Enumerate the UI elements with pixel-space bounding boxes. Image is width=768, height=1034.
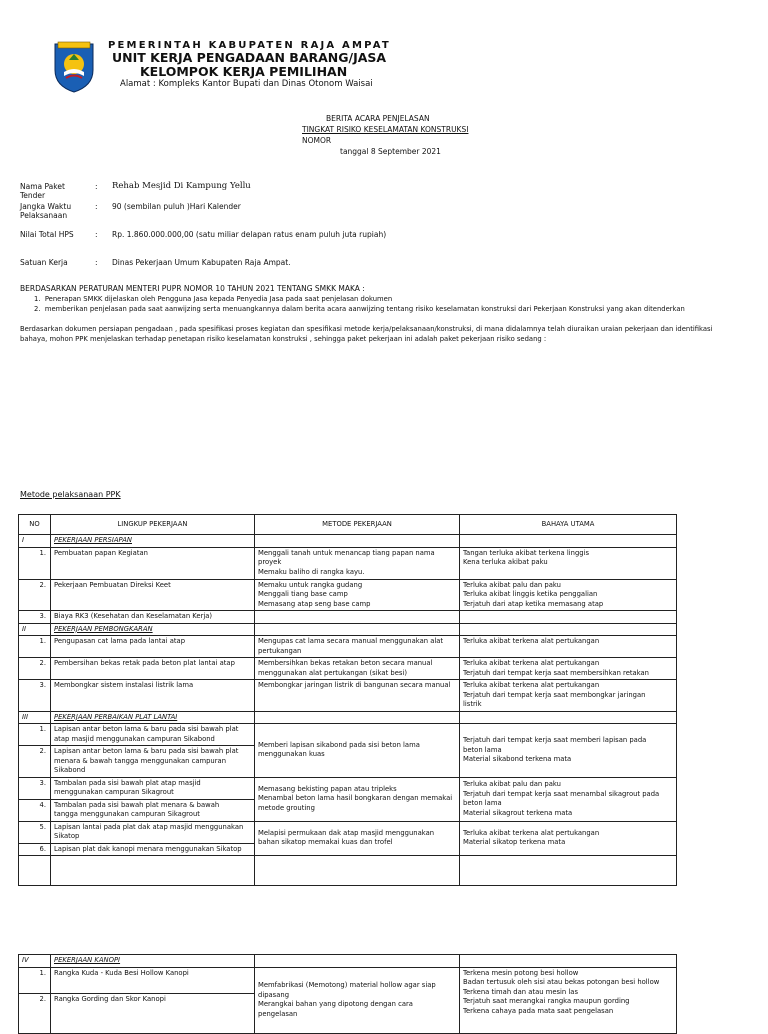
row-method: Menggali tanah untuk menancap tiang papan nama proyek Memaku baliho di rangka kayu. (255, 547, 460, 579)
section-row (19, 711, 677, 724)
row-scope: Lapisan antar beton lama & baru pada sisi bawah plat menara & bawah tangga menggunakan campuran Sikabond (51, 746, 255, 778)
section-number: II (19, 623, 51, 636)
row-method: Mengupas cat lama secara manual menggunakan alat pertukangan (255, 636, 460, 658)
row-hazard: Terluka akibat palu dan paku Terjatuh dari tempat kerja saat menambal sikagrout pada beton lama Material sikagrout terkena mata (460, 777, 677, 821)
row-number: 1. (19, 547, 51, 579)
table-row (19, 680, 677, 712)
section-row (19, 623, 677, 636)
row-scope: Biaya RK3 (Kesehatan dan Keselamatan Kerja) (51, 611, 255, 624)
hps-label: Nilai Total HPS (20, 230, 74, 239)
col-header-hazard: BAHAYA UTAMA (460, 515, 677, 535)
row-hazard: Tangan terluka akibat terkena linggis Kena terluka akibat paku (460, 547, 677, 579)
colon: : (95, 258, 98, 267)
table-row (19, 611, 677, 624)
row-hazard: Terluka akibat terkena alat pertukangan (460, 636, 677, 658)
row-scope: Lapisan antar beton lama & baru pada sisi bawah plat atap masjid menggunakan campuran Sikabond (51, 724, 255, 746)
row-scope: Membongkar sistem instalasi listrik lama (51, 680, 255, 712)
row-hazard: Terluka akibat terkena alat pertukangan Terjatuh dari tempat kerja saat membongkar jaringan listrik (460, 680, 677, 712)
row-number: 5. (19, 821, 51, 843)
row-method: Memfabrikasi (Memotong) material hollow agar siap dipasang Merangkai bahan yang dipotong dengan cara pengelasan (255, 967, 460, 1033)
row-number: 2. (19, 746, 51, 778)
row-method: Memaku untuk rangka gudang Menggali tiang base camp Memasang atap seng base camp (255, 579, 460, 611)
row-scope: Lapisan lantai pada plat dak atap masjid menggunakan Sikatop (51, 821, 255, 843)
row-method: Memberi lapisan sikabond pada sisi beton lama menggunakan kuas (255, 724, 460, 778)
row-method: Membongkar jaringan listrik di bangunan secara manual (255, 680, 460, 712)
package-name-label: Nama Paket Tender (20, 182, 65, 200)
col-header-scope: LINGKUP PEKERJAAN (51, 515, 255, 535)
risk-table (18, 514, 677, 886)
doc-date: tanggal 8 September 2021 (340, 147, 441, 156)
row-scope: Pembuatan papan Kegiatan (51, 547, 255, 579)
row-number: 1. (19, 636, 51, 658)
row-number: 1. (19, 967, 51, 993)
regency-emblem-logo (52, 40, 96, 94)
row-number: 2. (19, 579, 51, 611)
duration-value: 90 (sembilan puluh )Hari Kalender (112, 202, 241, 211)
table-row (19, 967, 677, 993)
section-title: PEKERJAAN KANOPI (51, 955, 255, 968)
table-row (19, 579, 677, 611)
row-number: 2. (19, 658, 51, 680)
row-scope: Rangka Kuda - Kuda Besi Hollow Kanopi (51, 967, 255, 993)
work-unit-label: Satuan Kerja (20, 258, 68, 267)
colon: : (95, 202, 98, 211)
row-scope: Lapisan plat dak kanopi menara menggunakan Sikatop (51, 843, 255, 856)
row-number: 4. (19, 799, 51, 821)
row-scope: Pekerjaan Pembuatan Direksi Keet (51, 579, 255, 611)
section-number: IV (19, 955, 51, 968)
work-unit-value: Dinas Pekerjaan Umum Kabupaten Raja Ampat. (112, 258, 291, 267)
row-scope: Rangka Gording dan Skor Kanopi (51, 993, 255, 1033)
col-header-method: METODE PEKERJAAN (255, 515, 460, 535)
row-method: Membersihkan bekas retakan beton secara manual menggunakan alat pertukangan (sikat besi) (255, 658, 460, 680)
colon: : (95, 182, 98, 191)
table-row (19, 636, 677, 658)
row-number: 3. (19, 777, 51, 799)
legal-item-1: 1. Penerapan SMKK dijelaskan oleh Pengguna Jasa kepada Penyedia Jasa pada saat penjelasan dokumen (34, 295, 393, 303)
doc-number-label: NOMOR (302, 136, 332, 145)
row-hazard: Terluka akibat terkena alat pertukangan Terjatuh dari tempat kerja saat membersihkan retakan (460, 658, 677, 680)
section-title: PEKERJAAN PEMBONGKARAN (51, 623, 255, 636)
row-number: 2. (19, 993, 51, 1033)
table-row (19, 777, 677, 799)
row-scope: Pembersihan bekas retak pada beton plat lantai atap (51, 658, 255, 680)
row-scope: Tambalan pada sisi bawah plat atap masjid menggunakan campuran Sikagrout (51, 777, 255, 799)
hps-value: Rp. 1.860.000.000,00 (satu miliar delapan ratus enam puluh juta rupiah) (112, 230, 387, 239)
row-hazard: Terjatuh dari tempat kerja saat memberi lapisan pada beton lama Material sikabond terkena mata (460, 724, 677, 778)
risk-table-continued (18, 954, 677, 1034)
risk-paragraph: Berdasarkan dokumen persiapan pengadaan , pada spesifikasi proses kegiatan dan spesifikasi metode kerja/pelaksanaan/konstruksi, di mana didalamnya telah diuraikan uraian pekerjaan dan identifikasi bahaya, mohon PPK menjelaskan terhadap penetapan risiko keselamatan konstruksi , sehingga paket pekerjaan ini adalah paket pekerjaan risiko sedang : (20, 325, 713, 343)
row-method: Melapisi permukaan dak atap masjid menggunakan bahan sikatop memakai kuas dan trofel (255, 821, 460, 856)
section-row (19, 955, 677, 968)
section-number: I (19, 535, 51, 548)
header-address: Alamat : Kompleks Kantor Bupati dan Dinas Otonom Waisai (120, 79, 373, 89)
row-hazard: Terkena mesin potong besi hollow Badan tertusuk oleh sisi atau bekas potongan besi hollow Terkena timah dan atau mesin las Terjatuh saat merangkai rangka maupun gording Terkena cahaya pada mata saat pengelasan (460, 967, 677, 1033)
header-unit: UNIT KERJA PENGADAAN BARANG/JASA (112, 50, 387, 65)
doc-title: BERITA ACARA PENJELASAN (326, 114, 430, 123)
section-title: PEKERJAAN PERSIAPAN (51, 535, 255, 548)
row-number: 1. (19, 724, 51, 746)
table-row (19, 724, 677, 746)
row-scope: Pengupasan cat lama pada lantai atap (51, 636, 255, 658)
table-row-empty (19, 856, 677, 886)
row-number: 6. (19, 843, 51, 856)
header-working-group: KELOMPOK KERJA PEMILIHAN (140, 64, 348, 79)
duration-label: Jangka Waktu Pelaksanaan (20, 202, 72, 220)
section-title: PEKERJAAN PERBAIKAN PLAT LANTAI (51, 711, 255, 724)
row-number: 3. (19, 680, 51, 712)
colon: : (95, 230, 98, 239)
row-method: Memasang bekisting papan atau tripleks Menambal beton lama hasil bongkaran dengan memakai metode grouting (255, 777, 460, 821)
row-hazard: Terluka akibat terkena alat pertukangan Material sikatop terkena mata (460, 821, 677, 856)
legal-item-2: 2. memberikan penjelasan pada saat aanwijzing serta menuangkannya dalam berita acara aanwijzing tentang risiko keselamatan konstruksi dari Pekerjaan Konstruksi yang akan ditenderkan (34, 305, 685, 313)
header-government: PEMERINTAH KABUPATEN RAJA AMPAT (108, 40, 391, 51)
legal-basis-intro: BERDASARKAN PERATURAN MENTERI PUPR NOMOR 10 TAHUN 2021 TENTANG SMKK MAKA : (20, 284, 365, 293)
table-row (19, 547, 677, 579)
table-row (19, 821, 677, 843)
row-number: 3. (19, 611, 51, 624)
doc-subtitle: TINGKAT RISIKO KESELAMATAN KONSTRUKSI (302, 125, 469, 134)
section-number: III (19, 711, 51, 724)
package-name-value: Rehab Mesjid Di Kampung Yellu (112, 181, 251, 191)
col-header-no: NO (19, 515, 51, 535)
method-heading: Metode pelaksanaan PPK (20, 490, 121, 499)
row-scope: Tambalan pada sisi bawah plat menara & bawah tangga menggunakan campuran Sikagrout (51, 799, 255, 821)
table-header-row (19, 515, 677, 535)
row-hazard: Terluka akibat palu dan paku Terluka akibat linggis ketika penggalian Terjatuh dari atap ketika memasang atap (460, 579, 677, 611)
table-row (19, 658, 677, 680)
section-row (19, 535, 677, 548)
